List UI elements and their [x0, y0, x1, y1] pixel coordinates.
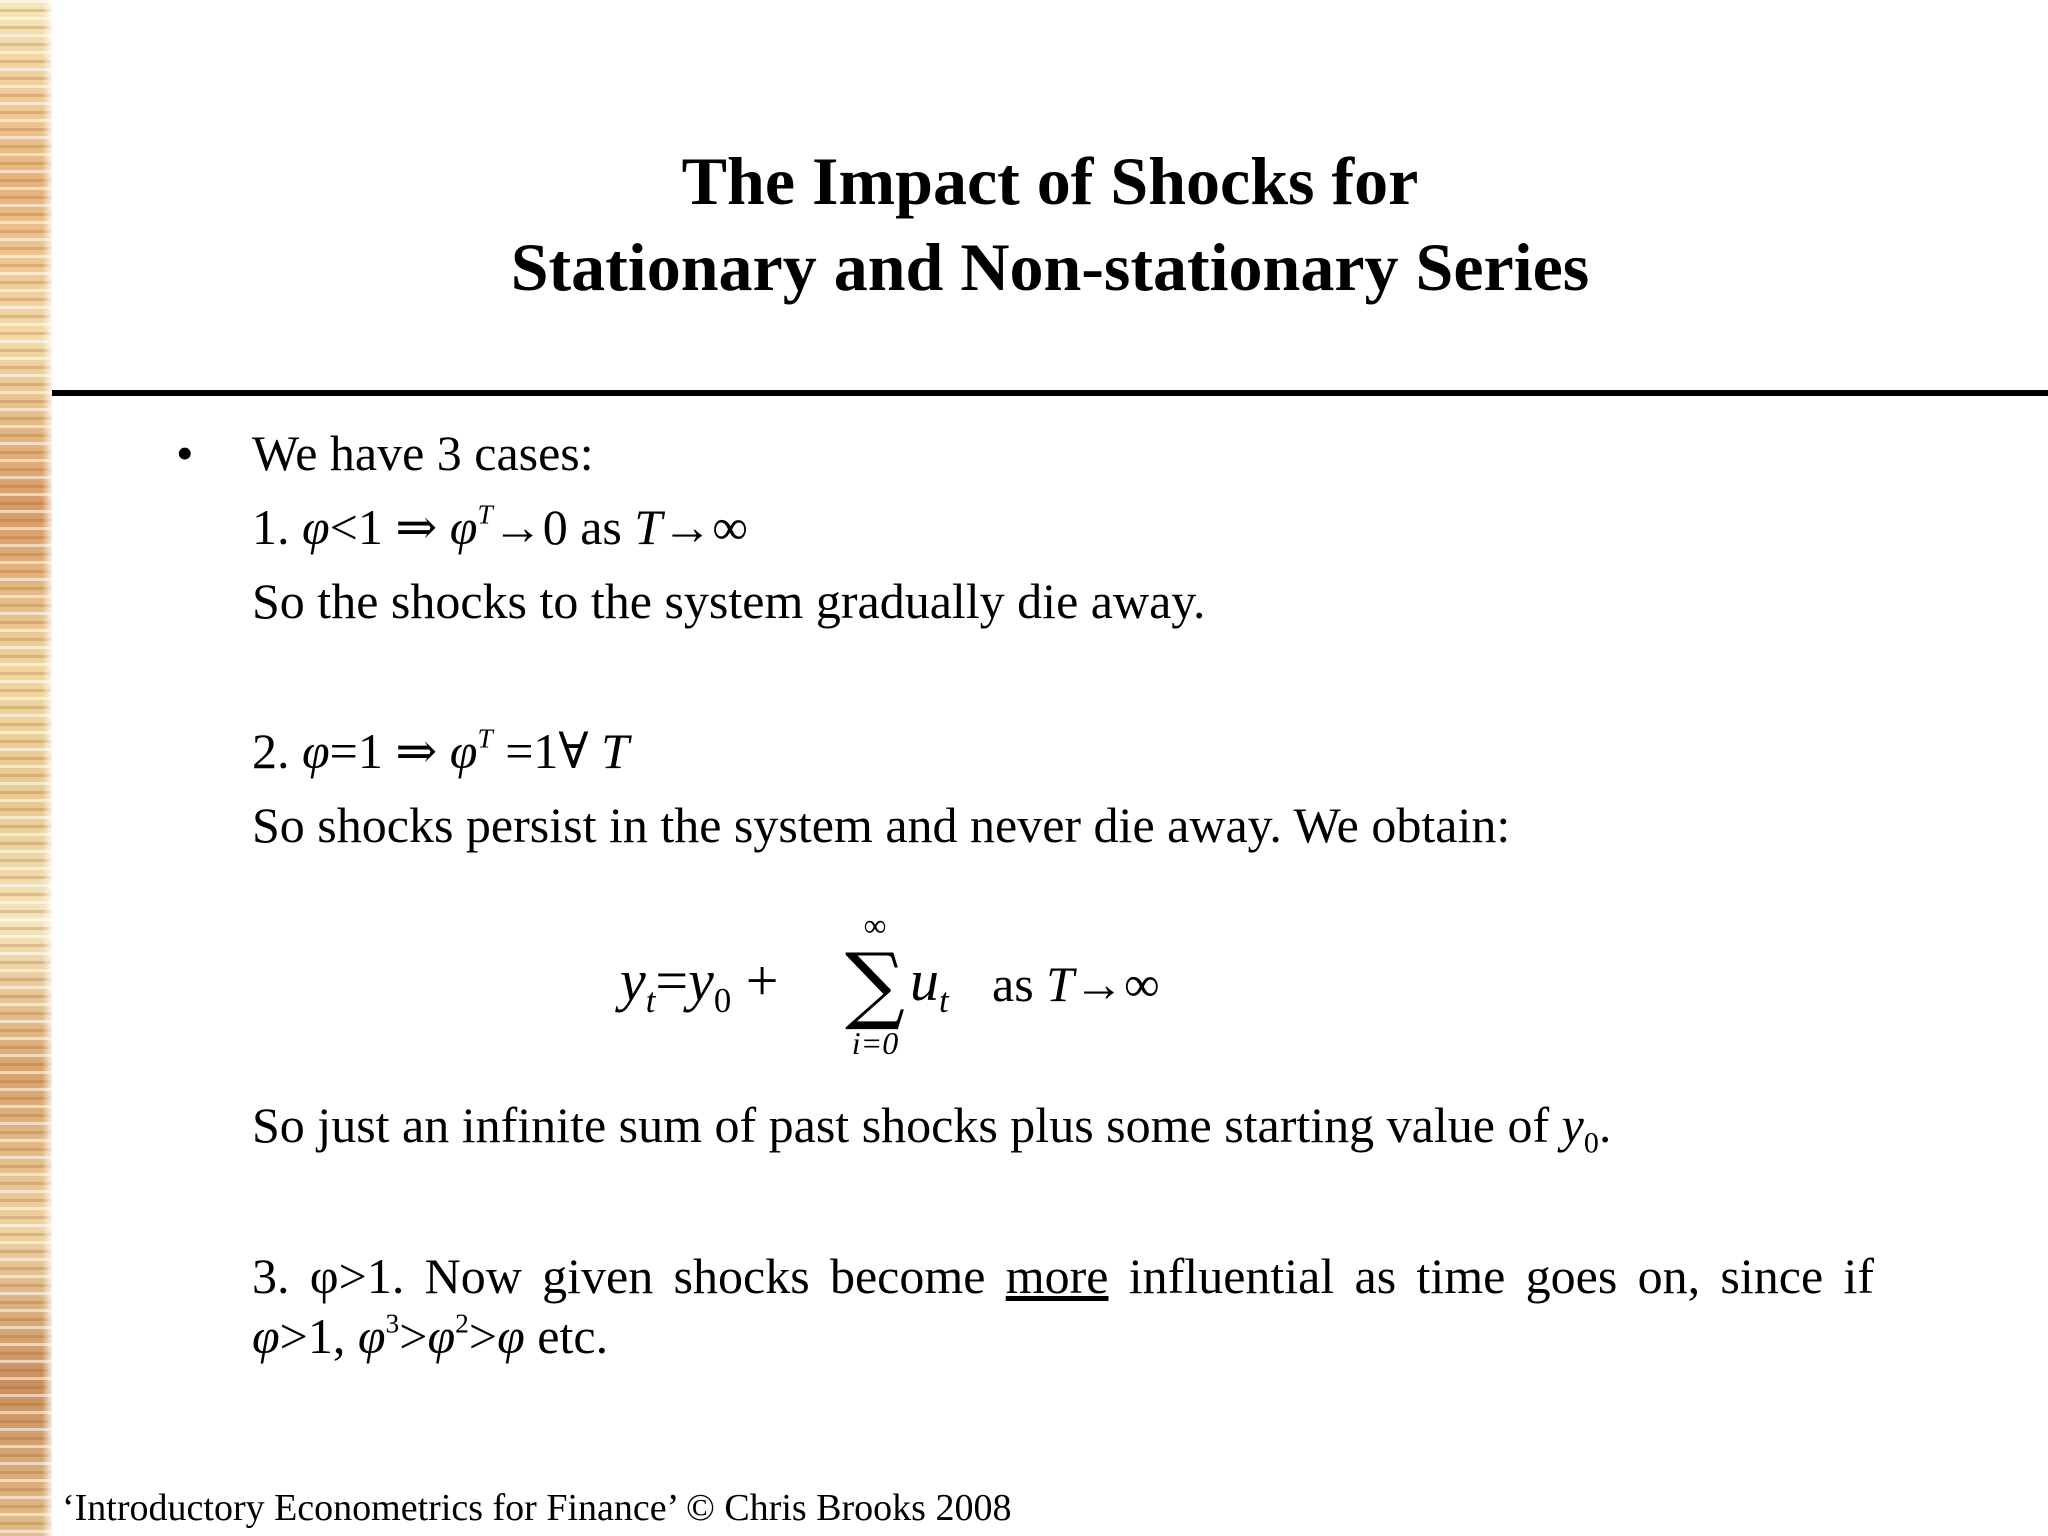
summation-symbol: ∞ ∑ i=0: [845, 907, 905, 1061]
emphasis-more: more: [1005, 1248, 1109, 1304]
intro-text: We have 3 cases:: [252, 425, 594, 481]
case-3-paragraph: 3. φ>1. Now given shocks become more influential as time goes on, since if φ>1, $\varphi^3>\varphi^2>\varphi$ etc.: [252, 1248, 1875, 1364]
case-1-explanation: So the shocks to the system gradually die away.: [252, 573, 1206, 629]
footer-copyright: ‘Introductory Econometrics for Finance’ © Chris Brooks 2008: [62, 1487, 1012, 1529]
title-line-2: Stationary and Non-stationary Series: [510, 229, 1590, 305]
random-walk-formula: [620, 900, 1320, 1070]
decorative-sidebar: [0, 0, 52, 1536]
case-1-condition: 1. φ<1 ⇒ $\varphi^T\to 0$ as T→∞: [252, 498, 748, 555]
formula-summand: $u_t$: [910, 948, 949, 1021]
formula-limit: as T→∞: [992, 956, 1160, 1012]
title-line-1: The Impact of Shocks for: [681, 143, 1419, 219]
case-2-note: So just an infinite sum of past shocks plus some starting value of $y_0$.: [252, 1097, 1612, 1160]
case-2-explanation: So shocks persist in the system and never die away. We obtain:: [252, 797, 1511, 853]
bullet-point: •: [176, 425, 194, 481]
formula-lhs: $y_t=y_0$ +: [620, 948, 779, 1021]
case-2-condition: 2. φ=1 ⇒ $\varphi^T$ =1∀ T: [252, 722, 629, 779]
title-divider: [52, 390, 2048, 396]
slide-title: [52, 138, 2048, 310]
